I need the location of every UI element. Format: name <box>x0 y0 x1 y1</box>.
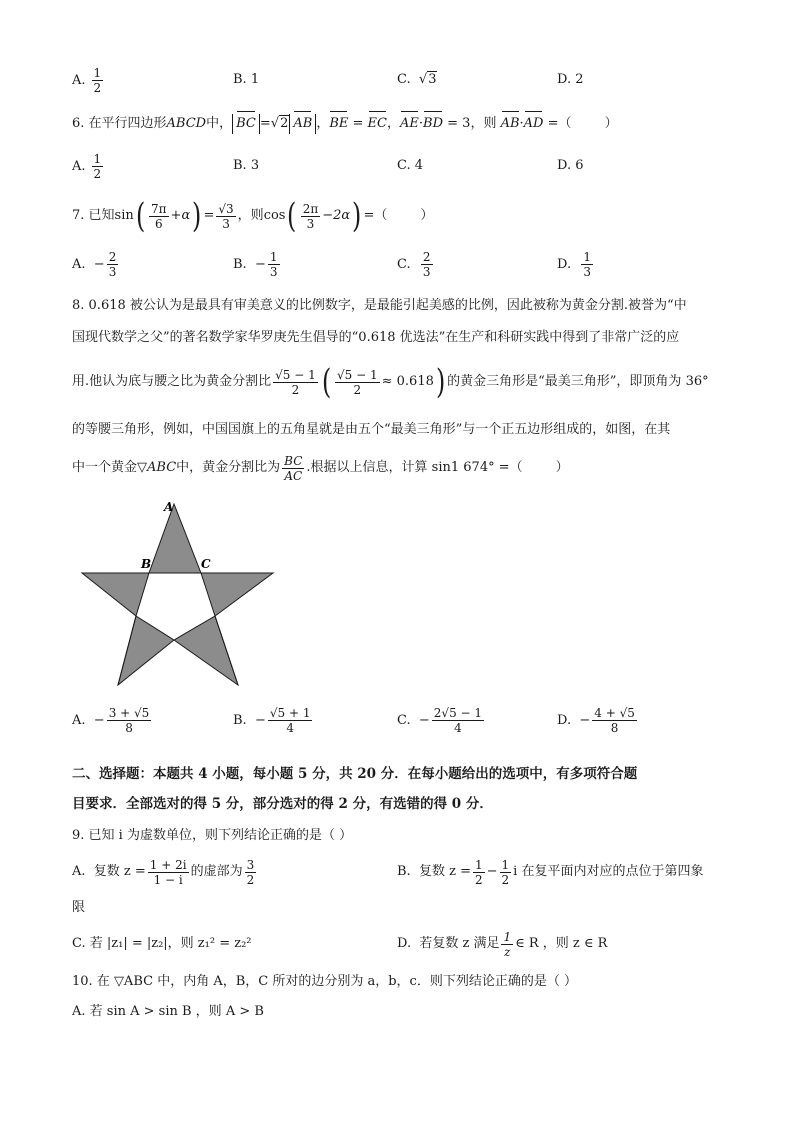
fraction: $\frac{1 + 2i}{1 - i}$ <box>149 857 187 887</box>
stem-text: 中一个黄金 <box>72 460 138 475</box>
stem-text: 用.他认为底与腰之比为黄金分割比 <box>72 374 272 389</box>
paren-close: ) <box>192 196 202 236</box>
vector-be: BE <box>329 114 348 134</box>
q9-option-d <box>397 926 607 962</box>
option-letter: B. <box>233 257 247 272</box>
q8-option-c <box>397 706 486 735</box>
expr: −2α <box>322 208 351 223</box>
option-text: i 在复平面内对应的点位于第四象 <box>513 864 704 879</box>
option-letter: A. <box>72 713 86 728</box>
fraction: $\frac{√5 - 1}{2}$ <box>337 367 378 397</box>
stem-text: 中，黄金分割比为 <box>176 460 281 475</box>
stem-text: = 3，则 <box>443 116 501 131</box>
minus: − <box>486 864 498 879</box>
vector-ec: EC <box>368 114 387 134</box>
stem-text: 6. 在平行四边形 <box>72 116 167 131</box>
fraction: $\frac{1}{3}$ <box>269 250 278 279</box>
option-letter: B. <box>233 72 247 87</box>
option-text: D. 若复数 z 满足 <box>397 936 500 951</box>
option-letter: A. <box>72 73 86 88</box>
equals: = <box>259 116 271 131</box>
option-value: 1 <box>250 72 260 87</box>
q6-stem <box>72 114 618 134</box>
sign: − <box>579 713 591 728</box>
fraction: $\frac{√5 - 1}{2}$ <box>275 367 316 397</box>
fraction: $\frac{√5 + 1}{4}$ <box>269 706 311 735</box>
option-value: 3 <box>250 158 260 173</box>
q5-option-a <box>72 66 105 95</box>
fraction: $\frac{2√5 - 1}{4}$ <box>433 706 483 735</box>
stem-tail: =（ ） <box>363 208 434 223</box>
option-letter: D. <box>557 158 572 173</box>
section2-heading-line2: 目要求．全部选对的得 5 分，部分选对的得 2 分，有选错的得 0 分． <box>72 796 493 812</box>
q9-option-b-wrap: 限 <box>72 900 86 915</box>
stem-text: 中， <box>206 116 233 131</box>
paren-open: ( <box>287 196 297 236</box>
fraction: $\frac{2\pi}{3}$ <box>302 201 319 231</box>
q5-option-d <box>557 72 584 87</box>
vector-ab: AB <box>293 114 312 134</box>
q9-option-a <box>72 852 258 892</box>
q8-line5 <box>72 450 569 486</box>
option-value: 2 <box>575 72 584 87</box>
q7-option-a <box>72 250 120 279</box>
option-text: A. 复数 z = <box>72 864 146 879</box>
stem-tail: =（ ） <box>543 116 618 131</box>
option-letter: C. <box>397 158 411 173</box>
q10-stem: 10. 在 ▽ABC 中，内角 A，B，C 所对的边分别为 a，b，c．则下列结论正确的是（ ） <box>72 974 577 989</box>
option-letter: C. <box>397 713 411 728</box>
star-figure <box>74 496 284 692</box>
q5-option-c <box>397 72 437 87</box>
fraction: $\frac{1}{2}$ <box>93 152 102 181</box>
stem-text: 7. 已知 <box>72 208 115 223</box>
vertex-label-b: B <box>141 557 152 571</box>
punct: ， <box>386 116 400 131</box>
stem-var: ABCD <box>166 116 207 131</box>
option-letter: B. <box>233 713 247 728</box>
sign: − <box>93 257 105 272</box>
q6-option-d <box>557 158 584 173</box>
q6-option-b <box>233 158 259 173</box>
equals: = <box>203 208 215 223</box>
option-letter: D. <box>557 72 572 87</box>
func-cos: cos <box>263 208 286 223</box>
fraction: $\frac{1}{z}$ <box>503 929 512 959</box>
sign: − <box>254 257 266 272</box>
fraction: $\frac{3 + √5}{8}$ <box>108 706 150 735</box>
option-value: 6 <box>575 158 584 173</box>
vector-ad: AD <box>524 114 544 134</box>
option-text: 的虚部为 <box>190 864 243 879</box>
dot-op: · <box>418 116 424 131</box>
paren-close: ) <box>352 196 362 236</box>
triangle-abc: ▽ABC <box>137 460 177 475</box>
q9-option-b <box>397 852 703 892</box>
option-letter: C. <box>397 72 411 87</box>
dot-op: · <box>519 116 524 131</box>
option-value: 4 <box>414 158 424 173</box>
abs-ab <box>289 114 316 134</box>
q8-line1: 8. 0.618 被公认为是最具有审美意义的比例数字，是最能引起美感的比例，因此被称为黄金分割.被誉为“中 <box>72 298 687 313</box>
q8-option-b <box>233 706 314 735</box>
fraction: $\frac{4 + √5}{8}$ <box>594 706 635 735</box>
fraction: $\frac{2}{3}$ <box>422 250 431 279</box>
option-text: ∈ R ，则 z ∈ R <box>515 936 608 951</box>
q7-option-d <box>557 250 595 279</box>
fraction: $\frac{1}{3}$ <box>583 250 591 279</box>
sign: − <box>418 713 430 728</box>
option-letter: D. <box>557 257 572 272</box>
option-letter: A. <box>72 159 86 174</box>
option-letter: B. <box>233 158 247 173</box>
punct: ， <box>316 116 330 131</box>
sign: − <box>254 713 266 728</box>
q10-option-a: A. 若 sin A > sin B ，则 A > B <box>72 1004 264 1019</box>
q7-option-b <box>233 250 282 279</box>
q7-option-c <box>397 250 435 279</box>
fraction: $\frac{√3}{3}$ <box>218 201 234 231</box>
q9-stem: 9. 已知 i 为虚数单位，则下列结论正确的是（ ） <box>72 828 353 843</box>
func-sin: sin <box>114 208 134 223</box>
fraction: $\frac{7\pi}{6}$ <box>151 201 167 231</box>
fraction: $\frac{3}{2}$ <box>246 857 255 887</box>
stem-text: .根据以上信息，计算 sin1 674° =（ ） <box>306 460 569 475</box>
paren-close: ) <box>435 362 446 402</box>
option-letter: C. <box>397 257 411 272</box>
paren-open: ( <box>321 362 332 402</box>
stem-text: 的黄金三角形是“最美三角形”，即顶角为 36° <box>447 374 709 389</box>
vector-ae: AE <box>400 114 419 134</box>
expr: +α <box>170 208 191 223</box>
sqrt-symbol: √2 <box>270 116 289 131</box>
q6-option-c <box>397 158 423 173</box>
vertex-label-c: C <box>201 557 211 571</box>
vertex-label-a: A <box>164 500 174 514</box>
fraction: $\frac{1}{2}$ <box>93 66 102 95</box>
q8-option-d <box>557 706 639 735</box>
sqrt-symbol: √3 <box>418 72 437 87</box>
q9-option-c: C. 若 |z₁| = |z₂|，则 z₁² = z₂² <box>72 936 252 951</box>
equals: = <box>348 116 368 131</box>
q8-line2: 国现代数学之父”的著名数学家华罗庚先生倡导的“0.618 优选法”在生产和科研实践中得到了非常广泛的应 <box>72 330 680 345</box>
q8-line4: 的等腰三角形，例如，中国国旗上的五角星就是由五个“最美三角形”与一个正五边形组成的，如图，在其 <box>72 422 671 437</box>
option-text: B. 复数 z = <box>397 864 471 879</box>
q6-option-a <box>72 152 105 181</box>
sign: − <box>93 713 105 728</box>
paren-open: ( <box>135 196 146 236</box>
option-letter: D. <box>557 713 572 728</box>
approx: ≈ 0.618 <box>381 374 434 389</box>
vector-bd: BD <box>423 114 443 134</box>
fraction: $\frac{1}{2}$ <box>474 857 483 887</box>
q8-line3 <box>72 362 709 402</box>
vector-ab: AB <box>501 114 520 134</box>
stem-text: ，则 <box>237 208 264 223</box>
q5-option-b <box>233 72 259 87</box>
q7-stem <box>72 196 433 236</box>
section2-heading-line1: 二、选择题：本题共 4 小题，每小题 5 分，共 20 分．在每小题给出的选项中，有多项符合题 <box>72 766 638 782</box>
fraction: $\frac{1}{2}$ <box>501 857 510 887</box>
fraction: $\frac{BC}{AC}$ <box>284 453 303 483</box>
vector-bc: BC <box>236 114 256 134</box>
option-letter: A. <box>72 257 86 272</box>
q8-option-a <box>72 706 153 735</box>
fraction: $\frac{2}{3}$ <box>108 250 117 279</box>
abs-bc <box>232 114 260 134</box>
